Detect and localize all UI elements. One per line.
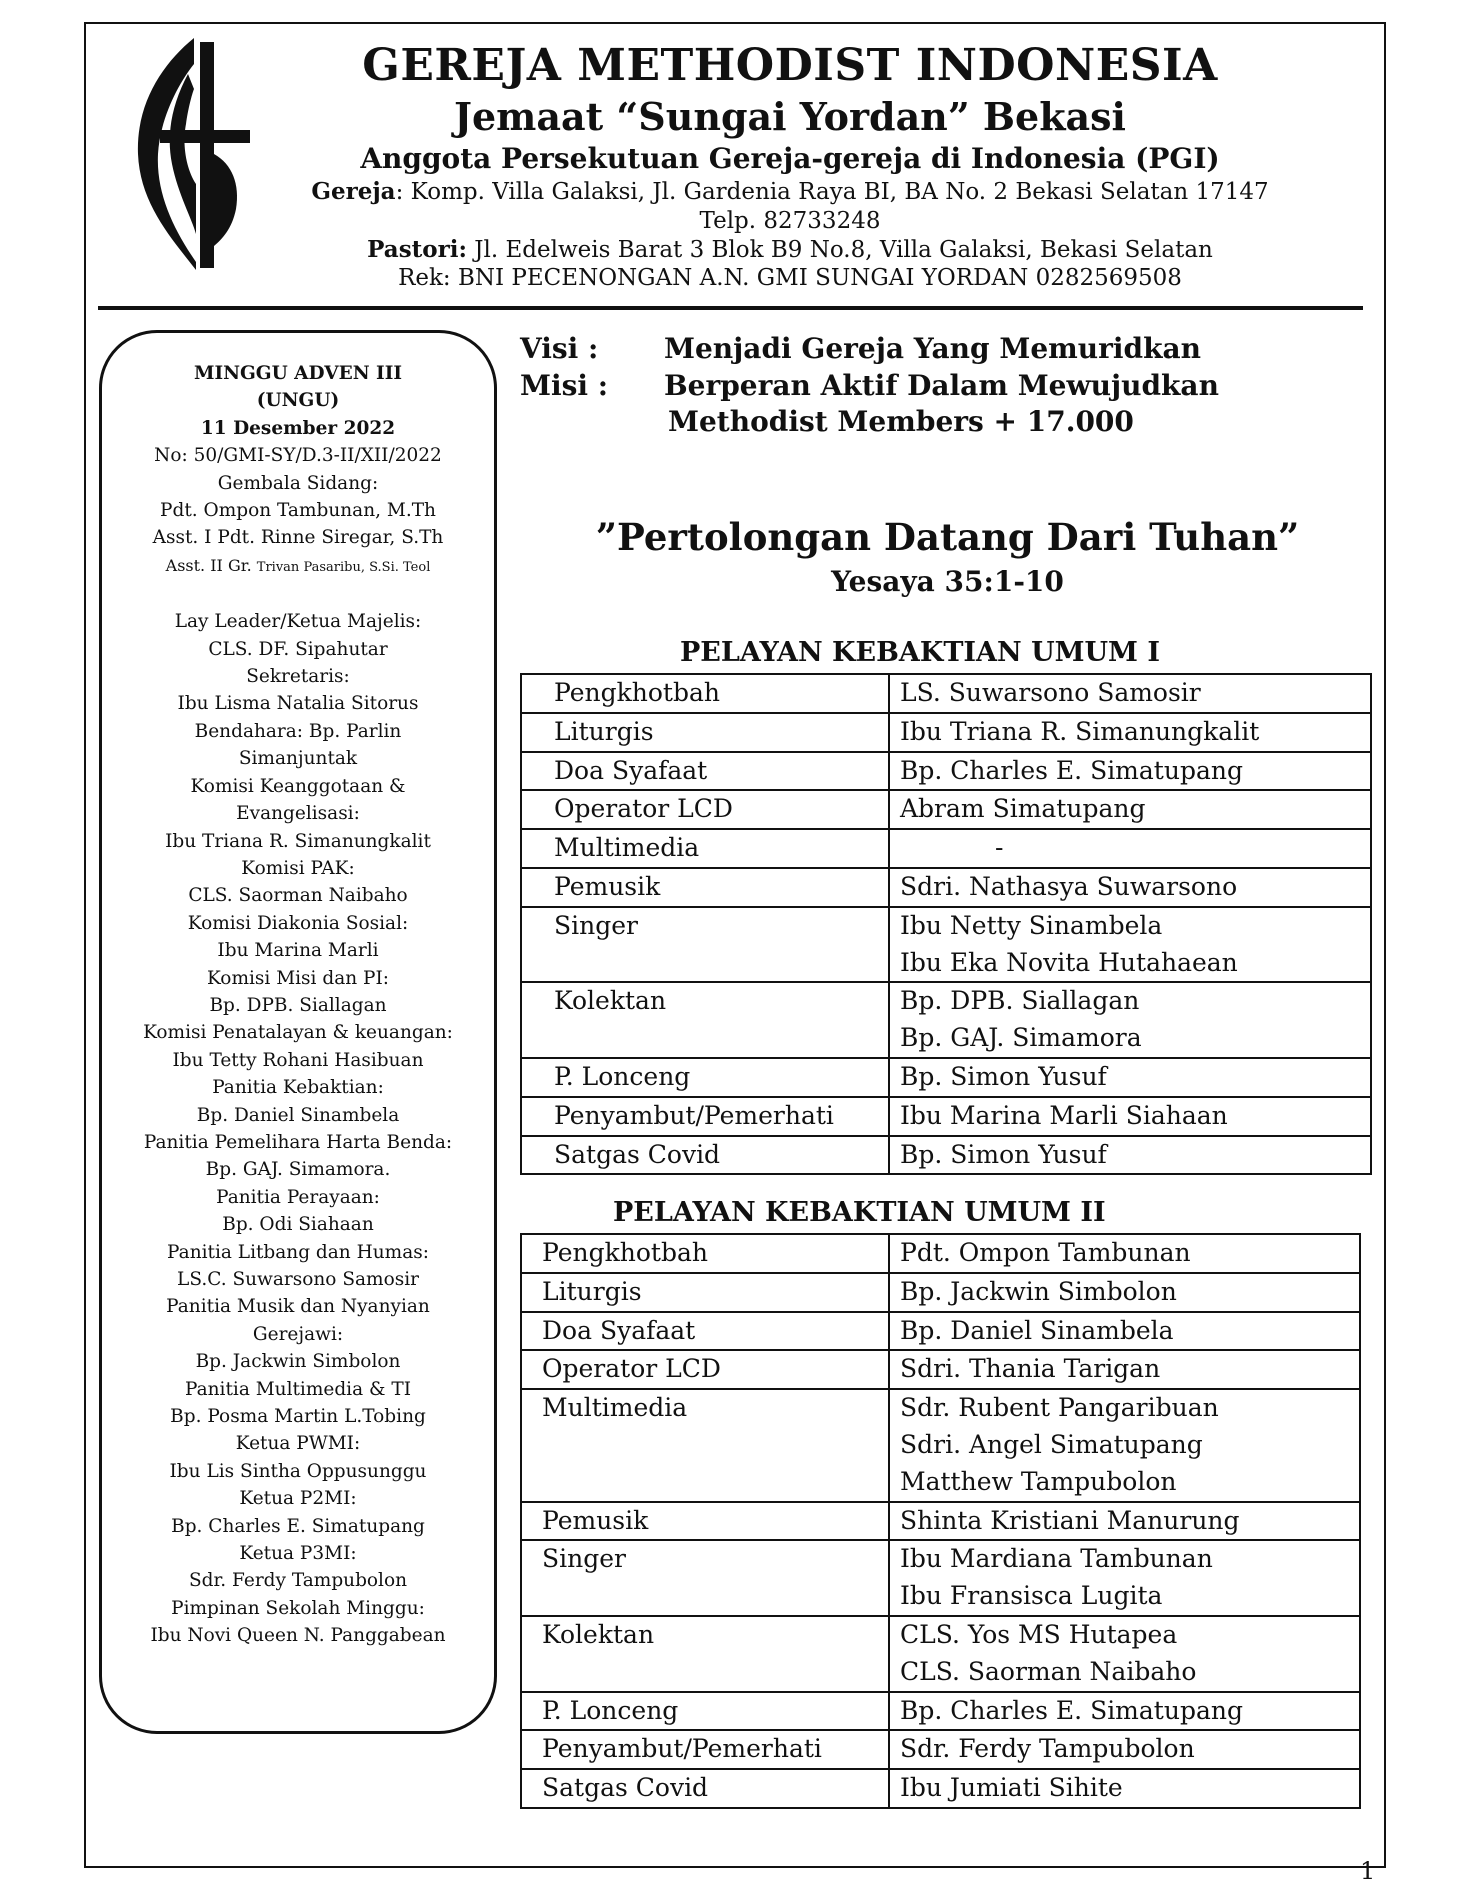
church-label: Gereja [311, 178, 396, 205]
sidebar-content [99, 360, 497, 1650]
role-cell [521, 1058, 889, 1097]
sidebar-number: No: 50/GMI-SY/D.3-II/XII/2022 [154, 445, 442, 467]
table-row [521, 1730, 1360, 1769]
servant-name: Sdri. Thania Tarigan [900, 1354, 1161, 1384]
role-label: Singer [554, 910, 638, 940]
bank-account: Rek: BNI PECENONGAN A.N. GMI SUNGAI YORDAN 0282569508 [398, 265, 1182, 291]
servant-name: Sdri. Angel Simatupang [900, 1429, 1203, 1459]
role-label: Pemusik [542, 1505, 649, 1535]
misi-line2: Methodist Members + 17.000 [668, 405, 1134, 438]
sidebar-officer-line: Sdr. Ferdy Tampubolon [188, 1570, 408, 1592]
sidebar-officer-line: Bp. Charles E. Simatupang [171, 1515, 425, 1537]
role-cell [521, 752, 889, 791]
table-row [521, 1769, 1360, 1808]
table-row [521, 982, 1371, 1058]
role-cell [521, 1769, 889, 1808]
table-row [521, 1312, 1360, 1351]
names-cell [889, 1389, 1360, 1501]
names-cell [889, 1097, 1371, 1136]
table-row [521, 1058, 1371, 1097]
table-row [521, 829, 1371, 868]
sidebar-officers [99, 608, 497, 1649]
role-label: Doa Syafaat [542, 1315, 696, 1345]
servant-name: Ibu Netty Sinambela [900, 910, 1163, 940]
role-cell [521, 1616, 889, 1692]
role-label: Satgas Covid [554, 1139, 721, 1169]
servant-name: Sdr. Ferdy Tampubolon [900, 1734, 1195, 1764]
sidebar-officer-line: Bp. Odi Siahaan [222, 1214, 374, 1236]
servant-name: Shinta Kristiani Manurung [900, 1505, 1240, 1535]
servant-name: CLS. Saorman Naibaho [900, 1656, 1197, 1686]
servant-name: Ibu Mardiana Tambunan [900, 1544, 1213, 1574]
role-label: Multimedia [542, 1393, 688, 1423]
role-cell [521, 982, 889, 1058]
sidebar-officer-line: Bendahara: Bp. Parlin [194, 720, 402, 742]
names-cell [889, 674, 1371, 713]
pastori-label: Pastori: [367, 236, 467, 263]
sidebar-officer-line: Ibu Triana R. Simanungkalit [165, 830, 431, 852]
table-row [521, 790, 1371, 829]
sidebar-officer-line: LS.C. Suwarsono Samosir [177, 1269, 419, 1290]
names-cell [889, 1312, 1360, 1351]
servant-name: CLS. Yos MS Hutapea [900, 1619, 1178, 1649]
sidebar-officer-line: Panitia Musik dan Nyanyian [166, 1296, 430, 1318]
sidebar-pastor: Pdt. Ompon Tambunan, M.Th [160, 500, 436, 522]
sidebar-officer-line: CLS. Saorman Naibaho [188, 885, 408, 907]
sidebar-officer-line: Bp. Posma Martin L.Tobing [170, 1406, 426, 1428]
servant-name: Sdr. Rubent Pangaribuan [900, 1393, 1219, 1423]
service2-table [520, 1233, 1361, 1809]
names-cell [889, 1769, 1360, 1808]
sidebar-asst2-name: Trivan Pasaribu, S.Si. Teol [256, 559, 431, 575]
sidebar-officer-line: Bp. DPB. Siallagan [209, 994, 387, 1016]
visi-text: Menjadi Gereja Yang Memuridkan [664, 332, 1202, 365]
sidebar-officer-line: Ketua PWMI: [235, 1433, 361, 1455]
table-row [521, 1136, 1371, 1175]
sidebar-asst2 [99, 552, 497, 581]
role-label: Multimedia [554, 833, 700, 863]
role-label: Kolektan [554, 986, 667, 1016]
visi-label: Visi : [520, 332, 599, 365]
role-label: Penyambut/Pemerhati [554, 1100, 834, 1130]
role-cell [521, 1312, 889, 1351]
sidebar-officer-line: Ketua P2MI: [239, 1488, 357, 1510]
sidebar-color: (UNGU) [256, 390, 340, 412]
sidebar-officer-line: Komisi Diakonia Sosial: [187, 912, 409, 934]
role-label: Satgas Covid [542, 1773, 709, 1803]
table-row [521, 907, 1371, 983]
names-cell [889, 1273, 1360, 1312]
misi-line1: Berperan Aktif Dalam Mewujudkan [664, 369, 1219, 402]
church-address [250, 178, 1330, 205]
role-label: Operator LCD [542, 1354, 721, 1384]
sidebar-officer-line: Evangelisasi: [236, 803, 360, 825]
role-cell [521, 1730, 889, 1769]
table-row [521, 1273, 1360, 1312]
cross-and-flame-logo [132, 34, 252, 274]
servant-name: Ibu Marina Marli Siahaan [900, 1100, 1228, 1130]
sidebar-officer-line: Bp. GAJ. Simamora. [205, 1159, 391, 1181]
membership-line: Anggota Persekutuan Gereja-gereja di Indonesia (PGI) [360, 142, 1220, 175]
names-cell [889, 713, 1371, 752]
table-row [521, 752, 1371, 791]
role-label: Singer [542, 1544, 626, 1574]
role-label: Penyambut/Pemerhati [542, 1734, 822, 1764]
servant-name: Ibu Eka Novita Hutahaean [900, 947, 1238, 977]
sidebar-officer-line: Ibu Lisma Natalia Sitorus [177, 693, 419, 715]
servant-name: - [995, 833, 1004, 863]
pastori-address [250, 236, 1330, 263]
role-cell [521, 1097, 889, 1136]
servant-name: LS. Suwarsono Samosir [900, 678, 1201, 707]
names-cell [889, 982, 1371, 1058]
table-row [521, 1502, 1360, 1541]
sidebar-pastor-label: Gembala Sidang: [217, 472, 379, 494]
names-cell [889, 1502, 1360, 1541]
role-label: Kolektan [542, 1619, 655, 1649]
names-cell [889, 1540, 1360, 1616]
servant-name: Sdri. Nathasya Suwarsono [900, 871, 1238, 901]
names-cell [889, 752, 1371, 791]
servant-name: Bp. Daniel Sinambela [900, 1315, 1174, 1345]
servant-name: Ibu Jumiati Sihite [900, 1773, 1123, 1803]
servant-name: Bp. GAJ. Simamora [900, 1023, 1142, 1053]
sidebar-officer-line: Ketua P3MI: [239, 1543, 357, 1565]
table-row [521, 1616, 1360, 1692]
role-label: P. Lonceng [554, 1061, 691, 1091]
servant-name: Ibu Fransisca Lugita [900, 1581, 1163, 1611]
sidebar-officer-line: Panitia Multimedia & TI [184, 1378, 412, 1400]
sermon-reference: Yesaya 35:1-10 [831, 565, 1064, 598]
sidebar-officer-line: Gerejawi: [252, 1323, 344, 1345]
congregation-name: Jemaat “Sungai Yordan” Bekasi [454, 94, 1126, 139]
role-cell [521, 829, 889, 868]
table-row [521, 1097, 1371, 1136]
role-cell [521, 1692, 889, 1731]
servant-name: Bp. Charles E. Simatupang [900, 755, 1243, 785]
role-label: Doa Syafaat [554, 755, 708, 785]
role-cell [521, 674, 889, 713]
role-label: P. Lonceng [542, 1695, 679, 1725]
sidebar-officer-line: Ibu Lis Sintha Oppusunggu [169, 1460, 427, 1482]
servant-name: Bp. Simon Yusuf [900, 1139, 1107, 1169]
names-cell [889, 1234, 1360, 1273]
role-cell [521, 790, 889, 829]
servant-name: Bp. DPB. Siallagan [900, 986, 1140, 1016]
sidebar-officer-line: Sekretaris: [246, 666, 350, 688]
sidebar-officer-line: Komisi PAK: [241, 857, 355, 879]
servant-name: Bp. Jackwin Simbolon [900, 1276, 1177, 1306]
names-cell [889, 790, 1371, 829]
sidebar-officer-line: Pimpinan Sekolah Minggu: [171, 1597, 425, 1619]
role-label: Operator LCD [554, 794, 733, 824]
role-label: Pengkhotbah [554, 678, 720, 707]
role-cell [521, 1136, 889, 1175]
header-divider [98, 306, 1363, 310]
sidebar-officer-line: Ibu Marina Marli [217, 940, 379, 962]
table-row [521, 1234, 1360, 1273]
servant-name: Abram Simatupang [900, 794, 1146, 824]
role-cell [521, 868, 889, 907]
names-cell [889, 829, 1371, 868]
table-row [521, 868, 1371, 907]
role-cell [521, 907, 889, 983]
servant-name: Bp. Charles E. Simatupang [900, 1695, 1243, 1725]
sidebar-officer-line: CLS. DF. Sipahutar [208, 638, 388, 660]
table-row [521, 1389, 1360, 1501]
sidebar-officer-line: Komisi Misi dan PI: [206, 967, 390, 989]
servant-name: Bp. Simon Yusuf [900, 1061, 1107, 1091]
role-cell [521, 713, 889, 752]
sermon-title: ”Pertolongan Datang Dari Tuhan” [595, 515, 1300, 559]
table-row [521, 1350, 1360, 1389]
sidebar-officer-line: Panitia Litbang dan Humas: [167, 1241, 429, 1263]
names-cell [889, 868, 1371, 907]
role-cell [521, 1273, 889, 1312]
sidebar-officer-line: Panitia Kebaktian: [212, 1077, 384, 1099]
sidebar-officer-line: Komisi Penatalayan & keuangan: [143, 1022, 453, 1044]
sidebar-officer-line: Simanjuntak [238, 748, 358, 770]
table-row [521, 1540, 1360, 1616]
names-cell [889, 1058, 1371, 1097]
names-cell [889, 1692, 1360, 1731]
role-label: Pengkhotbah [542, 1238, 708, 1267]
sidebar-officer-line: Ibu Novi Queen N. Panggabean [150, 1625, 446, 1647]
role-cell [521, 1502, 889, 1541]
sidebar-asst2-prefix: Asst. II Gr. [165, 555, 257, 575]
names-cell [889, 1730, 1360, 1769]
role-label: Pemusik [554, 871, 661, 901]
sidebar-officer-line: Ibu Tetty Rohani Hasibuan [172, 1049, 424, 1071]
role-cell [521, 1540, 889, 1616]
service2-heading: PELAYAN KEBAKTIAN UMUM II [613, 1197, 1106, 1228]
sidebar-officer-line: Komisi Keanggotaan & [190, 775, 406, 797]
names-cell [889, 1616, 1360, 1692]
servant-name: Ibu Triana R. Simanungkalit [900, 716, 1260, 746]
sidebar-date: 11 Desember 2022 [200, 417, 396, 439]
pastori-address-text: Jl. Edelweis Barat 3 Blok B9 No.8, Villa Galaksi, Bekasi Selatan [466, 237, 1213, 263]
names-cell [889, 1136, 1371, 1175]
role-label: Liturgis [542, 1276, 642, 1306]
sidebar-officer-line: Bp. Daniel Sinambela [196, 1104, 400, 1126]
sidebar-officer-line: Panitia Pemelihara Harta Benda: [143, 1131, 453, 1153]
names-cell [889, 907, 1371, 983]
servant-name: Pdt. Ompon Tambunan [900, 1238, 1191, 1267]
role-label: Liturgis [554, 716, 654, 746]
names-cell [889, 1350, 1360, 1389]
role-cell [521, 1389, 889, 1501]
sidebar-officer-line: Bp. Jackwin Simbolon [195, 1351, 401, 1373]
role-cell [521, 1350, 889, 1389]
service1-heading: PELAYAN KEBAKTIAN UMUM I [680, 637, 1160, 668]
phone: Telp. 82733248 [699, 208, 881, 234]
sidebar-officer-line: Lay Leader/Ketua Majelis: [174, 611, 422, 633]
page-number: 1 [1360, 1857, 1376, 1885]
sidebar-officer-line: Panitia Perayaan: [216, 1186, 380, 1208]
table-row [521, 1692, 1360, 1731]
sidebar-week: MINGGU ADVEN III [193, 363, 403, 384]
service1-table [520, 673, 1372, 1175]
role-cell [521, 1234, 889, 1273]
servant-name: Matthew Tampubolon [900, 1466, 1177, 1496]
church-address-text: : Komp. Villa Galaksi, Jl. Gardenia Raya BI, BA No. 2 Bekasi Selatan 17147 [395, 179, 1269, 205]
table-row [521, 674, 1371, 713]
sidebar-asst1: Asst. I Pdt. Rinne Siregar, S.Th [152, 527, 444, 549]
table-row [521, 713, 1371, 752]
church-title: GEREJA METHODIST INDONESIA [362, 40, 1218, 91]
misi-label: Misi : [520, 369, 609, 402]
